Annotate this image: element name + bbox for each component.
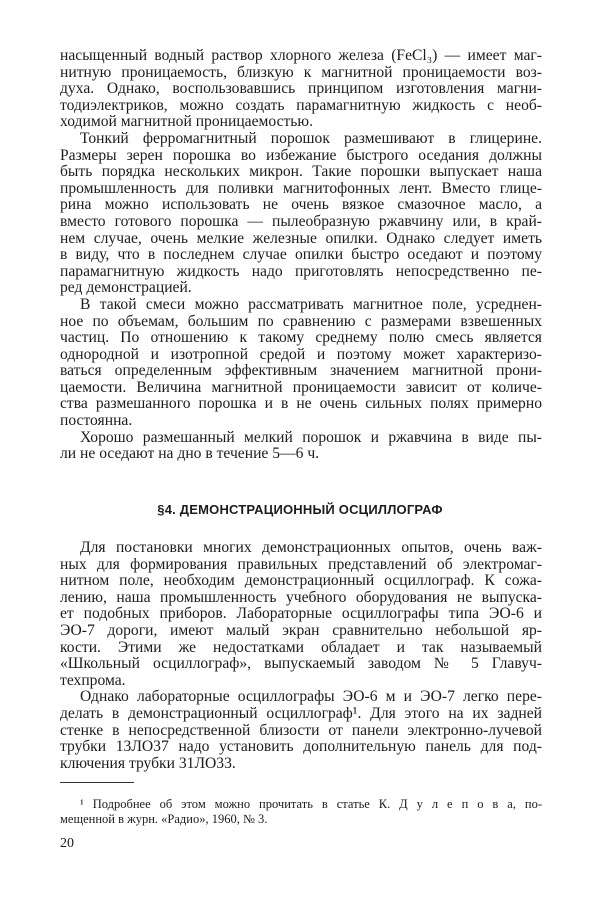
paragraph (60, 540, 542, 689)
footnote (60, 797, 542, 826)
text-line: Тонкий ферромагнитный порошок размешивают в глицерине. (80, 129, 542, 147)
text-line: лению, наша промышленность учебного оборудования не выпуска- (60, 588, 542, 606)
footnote-divider (60, 782, 134, 783)
text-line: «Школьный осциллограф», выпускаемый заводом № 5 Главуч- (60, 655, 542, 673)
text-line: ных для формирования правильных представлений об электромаг- (60, 555, 542, 573)
body-text-section-2 (60, 540, 542, 772)
text-line: ред демонстрацией. (60, 279, 192, 297)
text-line: быть порядка нескольких микрон. Такие порошки выпускает наша (60, 163, 542, 181)
text-line: трубки 13ЛО37 надо установить дополнительную панель для под- (60, 738, 542, 756)
body-text-section-1 (60, 48, 542, 463)
text-line: в виду, что в последнем случае опилки быстро оседают и поэтому (60, 246, 542, 264)
page-number: 20 (60, 836, 74, 851)
text-line: ет подобных приборов. Лабораторные осциллографы типа ЭО-6 и (60, 605, 542, 623)
text-line: ключения трубки 31ЛО33. (60, 754, 236, 772)
text-line: стенке в непосредственной близости от панели электронно-лучевой (60, 721, 542, 739)
paragraph (60, 131, 542, 297)
section-heading: §4. ДЕМОНСТРАЦИОННЫЙ ОСЦИЛЛОГРАФ (157, 502, 443, 517)
text-line: цаемости. Величина магнитной проницаемости зависит от количе- (60, 378, 542, 396)
text-line: ства размешанного порошка и в не очень сильных полях примерно (60, 395, 542, 413)
text-line: нитном поле, необходим демонстрационный осциллограф. К сожа- (60, 572, 542, 590)
text-line: Хорошо размешанный мелкий порошок и ржавчина в виде пы- (80, 428, 542, 446)
text-line: техпрома. (60, 671, 126, 689)
text-line: духа. Однако, воспользовавшись принципом изготовления магни- (60, 80, 542, 98)
footnote-line: мещенной в журн. «Радио», 1960, № 3. (60, 811, 268, 826)
paragraph (60, 430, 542, 463)
text-line: нем случае, очень мелкие железные опилки. Однако следует иметь (60, 229, 542, 247)
paragraph (60, 689, 542, 772)
text-line: делать в демонстрационный осциллограф¹. Для этого на их задней (60, 704, 542, 722)
footnote-line: ¹ Подробнее об этом можно прочитать в статье К. Д у л е п о в а, по- (80, 797, 542, 811)
text-line: В такой смеси можно рассматривать магнитное поле, усреднен- (80, 295, 542, 313)
text-line: ходимой магнитной проницаемостью. (60, 113, 313, 131)
text-line: ЭО-7 дороги, имеют малый экран сравнительно небольшой яр- (60, 621, 542, 639)
text-line: постоянна. (60, 412, 133, 430)
text-line: ли не оседают на дно в течение 5—6 ч. (60, 445, 320, 463)
text-line: тодиэлектриков, можно создать парамагнитную жидкость с необ- (60, 96, 542, 114)
text-line: Размеры зерен порошка во избежание быстрого оседания должны (60, 146, 542, 164)
text-line: ное по объемам, большим по сравнению с размерами взвешенных (60, 312, 542, 330)
text-line: однородной и изотропной средой и поэтому может характеризо- (60, 345, 542, 363)
text-line: промышленность для поливки магнитофонных лент. Вместо глице- (60, 179, 542, 197)
text-line: парамагнитную жидкость надо приготовлять непосредственно пе- (60, 262, 542, 280)
paragraph (60, 48, 542, 131)
text-line: рина можно использовать не очень вязкое смазочное масло, а (60, 196, 542, 214)
text-line: кости. Этими же недостатками обладает и так называемый (60, 638, 542, 656)
paragraph (60, 297, 542, 430)
text-line: насыщенный водный раствор хлорного железа (FeCl₃) — имеет маг- (60, 47, 542, 64)
text-line: частиц. По отношению к такому среднему полю смесь является (60, 329, 542, 347)
text-line: вместо готового порошка — пылеобразную ржавчину или, в край- (60, 212, 542, 230)
text-line: нитную проницаемость, близкую к магнитной проницаемости воз- (60, 63, 542, 81)
text-line: Для постановки многих демонстрационных опытов, очень важ- (80, 539, 542, 556)
text-line: ваться определенным эффективным значением магнитной прони- (60, 362, 542, 380)
text-line: Однако лабораторные осциллографы ЭО-6 м и ЭО-7 легко пере- (80, 688, 542, 706)
